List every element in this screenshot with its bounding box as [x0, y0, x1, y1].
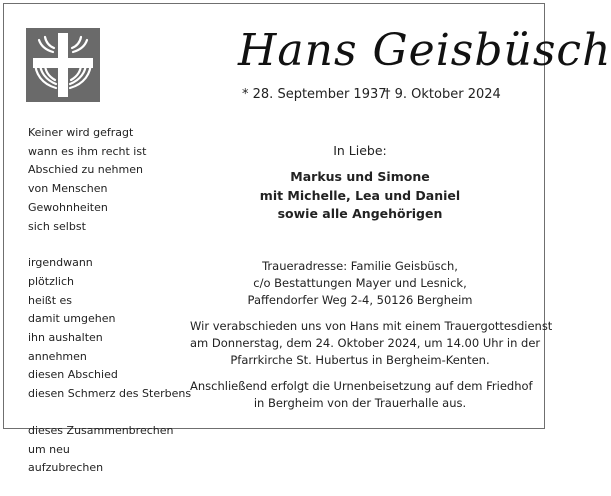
mourner-line: mit Michelle, Lea und Daniel — [259, 187, 461, 203]
poem-stanza — [28, 422, 198, 478]
burial-text — [190, 378, 533, 412]
poem-line: Gewohnheiten — [28, 200, 108, 214]
mourner-line: Markus und Simone — [290, 169, 430, 184]
service-line: am Donnerstag, dem 24. Oktober 2024, um 14.00 Uhr in der — [190, 336, 541, 350]
poem-line: plötzlich — [28, 274, 74, 288]
service-line: Pfarrkirche St. Hubertus in Bergheim-Kenten. — [230, 353, 490, 367]
address-line: c/o Bestattungen Mayer und Lesnick, — [253, 276, 467, 290]
poem-line: Keiner wird gefragt — [28, 126, 134, 139]
poem-stanza — [28, 124, 198, 236]
poem-line: diesen Schmerz des Sterbens — [28, 387, 192, 401]
address-line: Paffendorfer Weg 2-4, 50126 Bergheim — [247, 293, 473, 307]
poem — [28, 124, 198, 496]
service-line: Wir verabschieden uns von Hans mit einem Trauergottesdienst — [190, 319, 553, 333]
in-liebe-heading: In Liebe: — [333, 143, 387, 158]
poem-stanza — [28, 254, 198, 404]
mourner-line: sowie alle Angehörigen — [277, 206, 443, 221]
funeral-service-text — [190, 318, 553, 369]
burial-line: in Bergheim von der Trauerhalle aus. — [253, 396, 467, 410]
birth-date: * 28. September 1937 — [242, 87, 387, 102]
death-date: † 9. Oktober 2024 — [384, 87, 501, 102]
poem-line: Abschied zu nehmen — [28, 163, 143, 177]
poem-line: sich selbst — [28, 219, 86, 233]
deceased-name: Hans Geisbüsch — [238, 25, 611, 76]
address-line: Traueradresse: Familie Geisbüsch, — [262, 259, 458, 273]
poem-line: diesen Abschied — [28, 368, 118, 382]
poem-line: dieses Zusammenbrechen — [28, 423, 174, 437]
mourners — [190, 168, 530, 224]
condolence-address — [190, 258, 530, 309]
burial-line: Anschließend erfolgt die Urnenbeisetzung auf dem Friedhof — [190, 379, 533, 393]
poem-line: irgendwann — [28, 256, 93, 270]
poem-line: wann es ihm recht ist — [28, 144, 147, 158]
poem-line: um neu — [28, 442, 70, 456]
poem-line: heißt es — [28, 293, 73, 307]
poem-line: ihn aushalten — [28, 331, 103, 345]
poem-line: annehmen — [28, 349, 87, 363]
poem-line: damit umgehen — [28, 312, 116, 326]
poem-line: aufzubrechen — [28, 461, 104, 475]
cross-with-branches-icon — [26, 28, 100, 102]
poem-line: von Menschen — [28, 182, 108, 196]
